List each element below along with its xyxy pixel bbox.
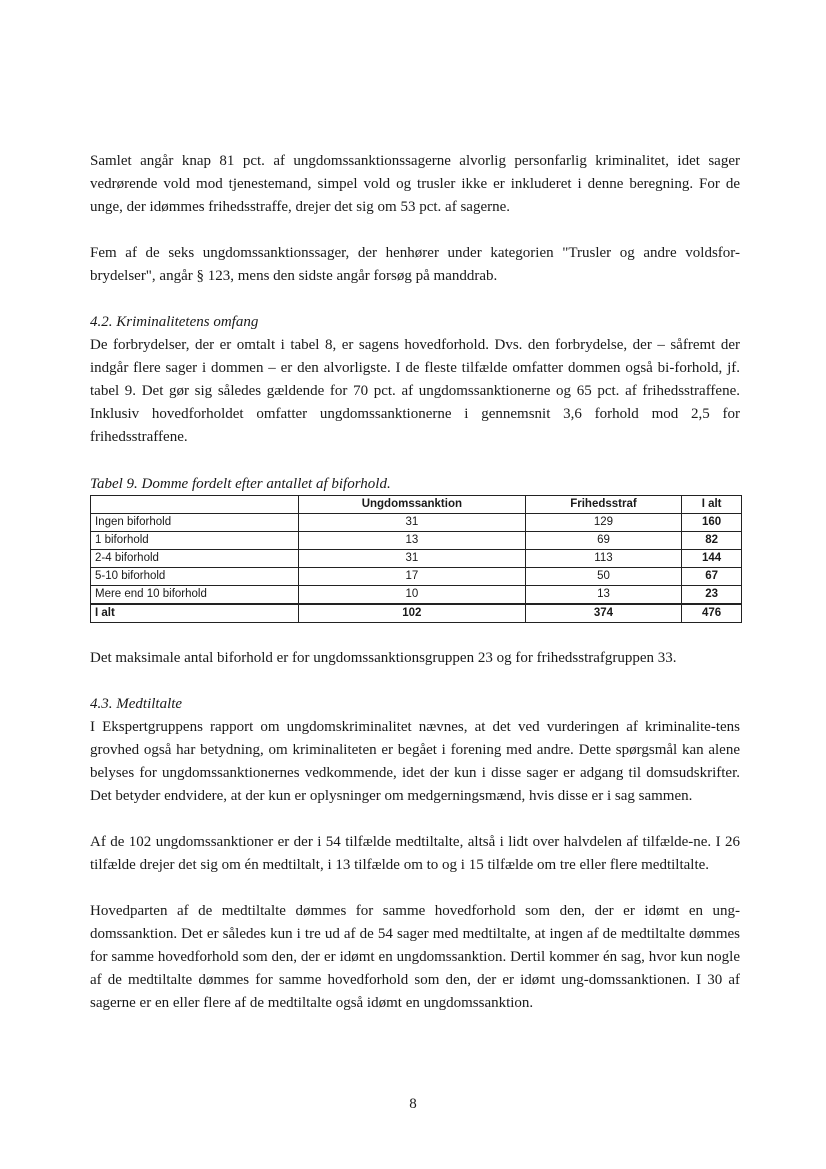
cell-ungdomssanktion: 17 bbox=[299, 568, 526, 586]
row-label: 1 biforhold bbox=[91, 532, 299, 550]
cell-i-alt: 23 bbox=[682, 586, 742, 605]
row-label: Ingen biforhold bbox=[91, 514, 299, 532]
table-row bbox=[91, 550, 742, 568]
table-caption: Tabel 9. Domme fordelt efter antallet af biforhold. bbox=[90, 476, 391, 492]
cell-i-alt: 144 bbox=[682, 550, 742, 568]
cell-i-alt: 82 bbox=[682, 532, 742, 550]
cell-ungdomssanktion: 31 bbox=[299, 514, 526, 532]
paragraph-2: Fem af de seks ungdomssanktionssager, der henhører under kategorien "Trusler og andre voldsfor-brydelser", angår § 123, mens den sidste angår forsøg på manddrab. bbox=[90, 245, 740, 284]
table-row bbox=[91, 586, 742, 605]
cell-ungdomssanktion: 10 bbox=[299, 586, 526, 605]
biforhold-table bbox=[90, 495, 742, 623]
table-row bbox=[91, 532, 742, 550]
row-label: 2-4 biforhold bbox=[91, 550, 299, 568]
cell-i-alt: 160 bbox=[682, 514, 742, 532]
page-number: 8 bbox=[409, 1096, 417, 1112]
row-label: Mere end 10 biforhold bbox=[91, 586, 299, 605]
row-label: 5-10 biforhold bbox=[91, 568, 299, 586]
header-ungdomssanktion: Ungdomssanktion bbox=[299, 496, 526, 514]
paragraph-3: De forbrydelser, der er omtalt i tabel 8, er sagens hovedforhold. Dvs. den forbrydelse, der – såfremt der indgår flere sager i dommen – er den alvorligste. I de fleste tilfælde omfatter dommen også bi-forhold, jf. tabel 9. Det gør sig således gældende for 70 pct. af ungdomssanktionerne og 65 pct. af frihedsstraffene. Inklusiv hovedforholdet omfatter ungdomssanktionerne i gennemsnit 3,6 forhold mod 2,5 for frihedsstraffene. bbox=[90, 337, 740, 445]
document-page bbox=[90, 150, 740, 1015]
cell-i-alt: 476 bbox=[682, 604, 742, 623]
cell-frihedsstraf: 13 bbox=[525, 586, 682, 605]
table-header-row bbox=[91, 496, 742, 514]
table-total-row bbox=[91, 604, 742, 623]
paragraph-1: Samlet angår knap 81 pct. af ungdomssanktionssagerne alvorlig personfarlig kriminalitet, idet sager vedrørende vold mod tjenestemand, simpel vold og trusler ikke er inkluderet i denne beregning. For de unge, der idømmes frihedsstraffe, drejer det sig om 53 pct. af sagerne. bbox=[90, 153, 740, 215]
cell-ungdomssanktion: 13 bbox=[299, 532, 526, 550]
cell-ungdomssanktion: 102 bbox=[299, 604, 526, 623]
paragraph-7: Hovedparten af de medtiltalte dømmes for samme hovedforhold som den, der er idømt en ung-domssanktion. Det er således kun i tre ud af de 54 sager med medtiltalte, at ingen af de medtiltalte dømmes for samme hovedforhold som den, der er idømt en ungdomssanktion. Dertil kommer én sag, hvor kun nogle af de medtiltalte dømmes for samme hovedforhold som den, der er idømt ung-domssanktionen. I 30 af sagerne er en eller flere af de medtiltalte også idømt en ungdomssanktion. bbox=[90, 903, 740, 1011]
row-label: I alt bbox=[91, 604, 299, 623]
cell-ungdomssanktion: 31 bbox=[299, 550, 526, 568]
paragraph-6: Af de 102 ungdomssanktioner er der i 54 tilfælde medtiltalte, altså i lidt over halvdelen af tilfælde-ne. I 26 tilfælde drejer det sig om én medtiltalt, i 13 tilfælde om to og i 15 tilfælde om tre eller flere medtiltalte. bbox=[90, 834, 740, 873]
cell-frihedsstraf: 69 bbox=[525, 532, 682, 550]
paragraph-4: Det maksimale antal biforhold er for ungdomssanktionsgruppen 23 og for frihedsstrafgruppen 33. bbox=[90, 650, 677, 666]
header-frihedsstraf: Frihedsstraf bbox=[525, 496, 682, 514]
cell-frihedsstraf: 129 bbox=[525, 514, 682, 532]
section-heading-4-3: 4.3. Medtiltalte bbox=[90, 696, 183, 712]
cell-frihedsstraf: 113 bbox=[525, 550, 682, 568]
table-row bbox=[91, 568, 742, 586]
section-heading-4-2: 4.2. Kriminalitetens omfang bbox=[90, 314, 259, 330]
header-i-alt: I alt bbox=[682, 496, 742, 514]
paragraph-5: I Ekspertgruppens rapport om ungdomskriminalitet nævnes, at det ved vurderingen af kriminalite-tens grovhed også har betydning, om kriminaliteten er begået i forening med andre. Dette spørgsmål kan alene belyses for ungdomssanktionernes vedkommende, idet der kun i disse sager er adgang til domsudskrifter. Det betyder endvidere, at der kun er oplysninger om medgerningsmænd, hvis disse er i sag sammen. bbox=[90, 719, 740, 804]
cell-frihedsstraf: 374 bbox=[525, 604, 682, 623]
header-empty bbox=[91, 496, 299, 514]
cell-i-alt: 67 bbox=[682, 568, 742, 586]
table-row bbox=[91, 514, 742, 532]
cell-frihedsstraf: 50 bbox=[525, 568, 682, 586]
